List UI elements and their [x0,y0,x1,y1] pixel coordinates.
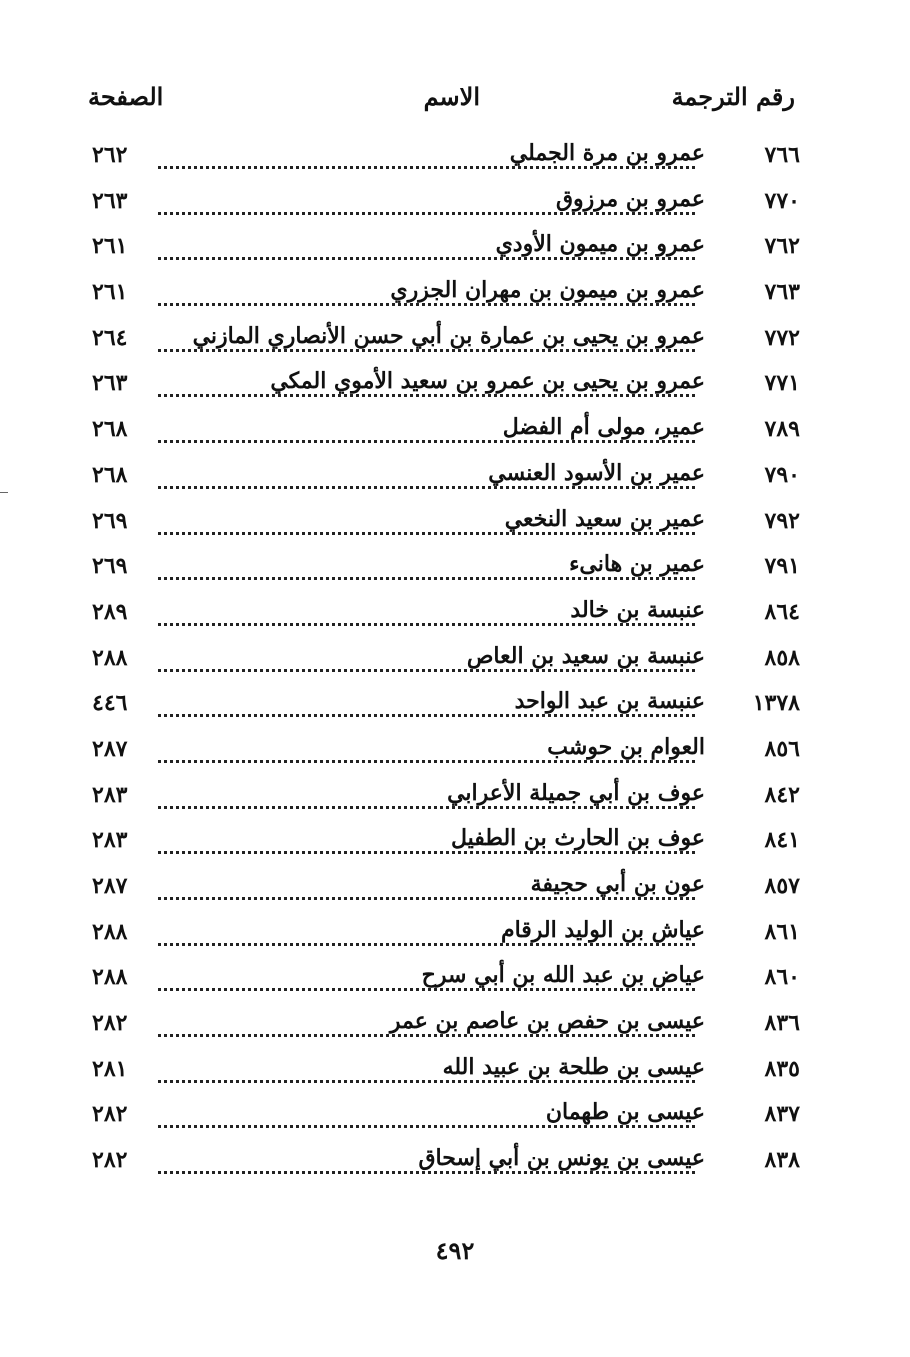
header-entry-number: رقم الترجمة [671,82,795,111]
index-row [0,1050,910,1096]
entry-name: عون بن أبي حجيفة [519,871,705,897]
entry-page: ٢٨٩ [92,598,128,625]
entry-name: عمرو بن ميمون بن مهران الجزري [378,277,705,303]
entry-page: ٢٨٧ [92,873,128,899]
index-row [0,1095,910,1141]
entry-name: عيسى بن حفص بن عاصم بن عمر [378,1008,705,1034]
index-row [0,684,910,730]
index-list [0,136,910,1187]
entry-name: العوام بن حوشب [535,734,705,760]
entry-page: ٢٦٨ [92,416,128,443]
entry-name: عنبسة بن سعيد بن العاص [455,643,705,669]
index-row [0,821,910,867]
index-row [0,319,910,365]
entry-number: ٧٩٠ [764,461,800,488]
entry-number: ٧٧٢ [764,324,800,351]
entry-name: عمرو بن مرة الجملي [498,140,705,166]
entry-name: عنبسة بن عبد الواحد [503,688,705,714]
index-row [0,1141,910,1187]
entry-page: ٢٨٣ [92,827,128,854]
entry-number: ٧٧٠ [764,187,800,214]
index-row [0,410,910,456]
entry-page: ٢٨١ [92,1055,128,1082]
index-row [0,182,910,228]
entry-page: ٢٦١ [92,279,128,306]
index-row [0,593,910,639]
entry-name: عمرو بن ميمون الأودي [484,231,705,257]
entry-number: ٧٦٦ [764,142,800,168]
entry-page: ٢٨٣ [92,781,128,808]
entry-page: ٢٦١ [92,233,128,260]
entry-number: ٨٤٢ [764,781,800,808]
index-row [0,639,910,685]
entry-name: عيسى بن يونس بن أبي إسحاق [406,1145,705,1171]
entry-name: عوف بن الحارث بن الطفيل [439,825,705,851]
entry-number: ٨٤١ [764,827,800,854]
header-page: الصفحة [88,82,164,111]
entry-page: ٢٦٩ [92,553,128,580]
entry-name: عنبسة بن خالد [558,597,705,623]
entry-number: ٧٨٩ [764,416,800,443]
entry-name: عمير بن سعيد النخعي [493,506,705,532]
index-row [0,867,910,913]
entry-page: ٢٦٣ [92,370,128,397]
entry-number: ٧٩١ [764,553,800,580]
entry-page: ٢٨٨ [92,918,128,945]
index-row [0,136,910,182]
entry-page: ٢٦٢ [92,142,128,168]
index-row [0,547,910,593]
entry-number: ٧٩٢ [764,507,800,534]
entry-page: ٢٦٩ [92,507,128,534]
entry-name: عمرو بن مرزوق [544,186,705,212]
entry-page: ٢٨٧ [92,735,128,762]
entry-page: ٢٦٤ [92,324,128,351]
entry-page: ٢٨٢ [92,1147,128,1174]
entry-number: ٧٧١ [764,370,800,397]
entry-number: ٨٥٨ [764,644,800,671]
entry-page: ٢٨٢ [92,1101,128,1128]
entry-name: عمرو بن يحيى بن عمرو بن سعيد الأموي المكي [258,368,705,394]
entry-number: ٨٥٦ [764,735,800,762]
entry-name: عمير بن هانىء [557,551,705,577]
entry-page: ٢٨٨ [92,644,128,671]
entry-number: ٧٦٢ [764,233,800,260]
index-row [0,776,910,822]
entry-name: عياش بن الوليد الرقام [489,917,705,943]
index-row [0,958,910,1004]
index-row [0,730,910,776]
entry-page: ٢٨٢ [92,1010,128,1037]
entry-number: ٧٦٣ [764,279,800,306]
entry-page: ٢٨٨ [92,964,128,991]
index-row [0,227,910,273]
entry-page: ٤٤٦ [92,690,128,717]
entry-name: عيسى بن طلحة بن عبيد الله [431,1054,705,1080]
page-number: ٤٩٢ [435,1236,475,1265]
entry-name: عياض بن عبد الله بن أبي سرح [410,962,705,988]
entry-number: ٨٦٠ [764,964,800,991]
entry-page: ٢٦٨ [92,461,128,488]
index-row [0,456,910,502]
index-row [0,364,910,410]
column-headers [0,82,910,122]
index-row [0,502,910,548]
index-row [0,913,910,959]
entry-page: ٢٦٣ [92,187,128,214]
entry-number: ٨٦١ [764,918,800,945]
entry-name: عيسى بن طهمان [534,1099,705,1125]
index-row [0,273,910,319]
entry-number: ٨٣٥ [764,1055,800,1082]
scan-edge-mark [0,492,8,493]
entry-name: عوف بن أبي جميلة الأعرابي [435,780,705,806]
index-row [0,1004,910,1050]
entry-name: عمرو بن يحيى بن عمارة بن أبي حسن الأنصاري المازني [181,323,705,349]
entry-number: ١٣٧٨ [752,690,800,717]
header-name: الاسم [423,82,480,111]
entry-number: ٨٣٦ [764,1010,800,1037]
entry-number: ٨٥٧ [764,873,800,899]
entry-name: عمير، مولى أم الفضل [491,414,705,440]
entry-name: عمير بن الأسود العنسي [476,460,705,486]
entry-number: ٨٣٨ [764,1147,800,1174]
entry-number: ٨٦٤ [764,598,800,625]
entry-number: ٨٣٧ [764,1101,800,1128]
